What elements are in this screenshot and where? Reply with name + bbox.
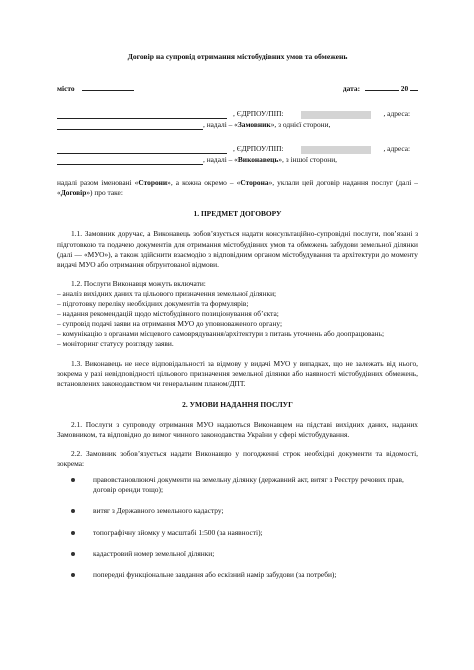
preamble-term-parties: Сторони bbox=[138, 178, 168, 188]
list-item bbox=[57, 528, 418, 538]
city-block bbox=[57, 82, 134, 94]
clause-1-2-item: – супровід подачі заяви на отримання МУО до уповноваженого органу; bbox=[57, 319, 283, 329]
contractor-prefix: , надалі – « bbox=[203, 155, 238, 165]
customer-block bbox=[57, 108, 418, 130]
customer-address-label: , адреса: bbox=[383, 109, 411, 119]
city-label: місто bbox=[57, 84, 75, 94]
customer-line-2 bbox=[57, 119, 418, 130]
preamble-term-contract: Договір bbox=[60, 188, 87, 198]
preamble bbox=[57, 178, 418, 198]
customer-address-field[interactable] bbox=[57, 121, 203, 130]
list-item-text: витяг з Державного земельного кадастру; bbox=[93, 506, 224, 516]
contractor-line-1 bbox=[57, 143, 418, 154]
date-block bbox=[343, 82, 418, 94]
section-2-heading: 2. УМОВИ НАДАННЯ ПОСЛУГ bbox=[182, 399, 293, 409]
list-item-text: топографічну зйомку у масштабі 1:500 (за наявності); bbox=[93, 527, 263, 537]
clause-1-2-intro: 1.2. Послуги Виконавця можуть включати: bbox=[71, 278, 206, 288]
preamble-text-1: надалі разом іменовані « bbox=[57, 178, 139, 188]
customer-edrpou-label: , ЄДРПОУ/ПІП: bbox=[233, 109, 284, 119]
preamble-text-4: ») про таке: bbox=[86, 188, 123, 198]
contractor-edrpou-field[interactable] bbox=[301, 146, 371, 154]
list-item bbox=[57, 506, 418, 516]
clause-1-1: 1.1. Замовник доручає, а Виконавець зобов’язується надати консультаційно-супровідні послуги, пов’язані з підготовкою та подачею документів для отримання містобудівних умов та обмежень забудови земельної ділянки (далі — «МУО»), а також здійснити взаємодію з відповідним органом містобудування та архітектури до моменту видачі МУО або отримання обґрунтованої відмови. bbox=[57, 229, 418, 269]
list-item-text: кадастровий номер земельної ділянки; bbox=[93, 548, 215, 558]
date-field[interactable] bbox=[365, 82, 399, 91]
customer-suffix: », з однієї сторони, bbox=[270, 120, 331, 130]
clause-1-2-item: – комунікацію з органами місцевого самоврядування/архітектури з питань уточнень або доопрацювань; bbox=[57, 329, 385, 339]
contractor-line-2 bbox=[57, 154, 418, 165]
contractor-name-field[interactable] bbox=[57, 145, 227, 154]
preamble-text-3: », уклали цей договір надання послуг (далі – « bbox=[57, 178, 418, 198]
clause-2-1: 2.1. Послуги з супроводу отримання МУО надаються Виконавцем на підставі вихідних даних, наданих Замовником, та відповідно до вимог чинного законодавства України у сфері містобудування. bbox=[57, 419, 418, 439]
contractor-address-label: , адреса: bbox=[383, 144, 411, 154]
customer-prefix: , надалі – « bbox=[203, 120, 238, 130]
list-item-text: правовстановлюючі документи на земельну ділянку (державний акт, витяг з Реєстру речових прав, договір оренди тощо); bbox=[93, 475, 404, 495]
preamble-text-2: », а кожна окремо – « bbox=[167, 178, 241, 188]
bullet-icon bbox=[71, 531, 75, 535]
contractor-suffix: », з іншої сторони, bbox=[278, 155, 338, 165]
clause-2-2: 2.2. Замовник зобов’язується надати Виконавцю у погодженні строк необхідні документи та відомості, зокрема: bbox=[57, 449, 418, 469]
contractor-role: Виконавець bbox=[237, 155, 279, 165]
year-label: 20 bbox=[400, 84, 409, 94]
city-field[interactable] bbox=[82, 82, 134, 91]
bullet-icon bbox=[71, 478, 75, 482]
clause-1-2-item: – аналіз вихідних даних та цільового призначення земельної ділянки; bbox=[57, 288, 277, 298]
list-item bbox=[57, 549, 418, 559]
list-item bbox=[57, 570, 418, 580]
clause-1-2-item: – підготовку переліку необхідних документів та формулярів; bbox=[57, 299, 249, 309]
section-1-heading: 1. ПРЕДМЕТ ДОГОВОРУ bbox=[193, 209, 282, 219]
contractor-address-field[interactable] bbox=[57, 156, 203, 165]
list-item-text: попередні функціональне завдання або ескізний намір забудови (за потреби); bbox=[93, 569, 337, 579]
year-field[interactable] bbox=[410, 82, 418, 91]
bullet-icon bbox=[71, 509, 75, 513]
clause-1-2-item: – моніторинг статусу розгляду заяви. bbox=[57, 339, 174, 349]
required-documents-list bbox=[57, 475, 418, 580]
date-label: дата: bbox=[342, 84, 361, 94]
document-title: Договір на супровід отримання містобудівних умов та обмежень bbox=[127, 52, 348, 61]
bullet-icon bbox=[71, 552, 75, 556]
bullet-icon bbox=[71, 573, 75, 577]
clause-1-2-item: – надання рекомендацій щодо містобудівного позиціонування об’єкта; bbox=[57, 309, 279, 319]
list-item bbox=[57, 475, 418, 495]
clause-1-3: 1.3. Виконавець не несе відповідальності за відмову у видачі МУО у випадках, що не залежать від нього, зокрема у разі невідповідності цільового призначення земельної ділянки або наявності містобудівних обмежень, встановлених законодавством чи генеральним планом/ДПТ. bbox=[57, 358, 418, 388]
preamble-term-party: Сторона bbox=[240, 178, 269, 188]
customer-line-1 bbox=[57, 108, 418, 119]
customer-role: Замовник bbox=[237, 120, 271, 130]
contractor-block bbox=[57, 143, 418, 165]
customer-name-field[interactable] bbox=[57, 110, 227, 119]
customer-edrpou-field[interactable] bbox=[301, 111, 371, 119]
contractor-edrpou-label: , ЄДРПОУ/ПІП: bbox=[233, 144, 284, 154]
header-row bbox=[57, 82, 418, 94]
